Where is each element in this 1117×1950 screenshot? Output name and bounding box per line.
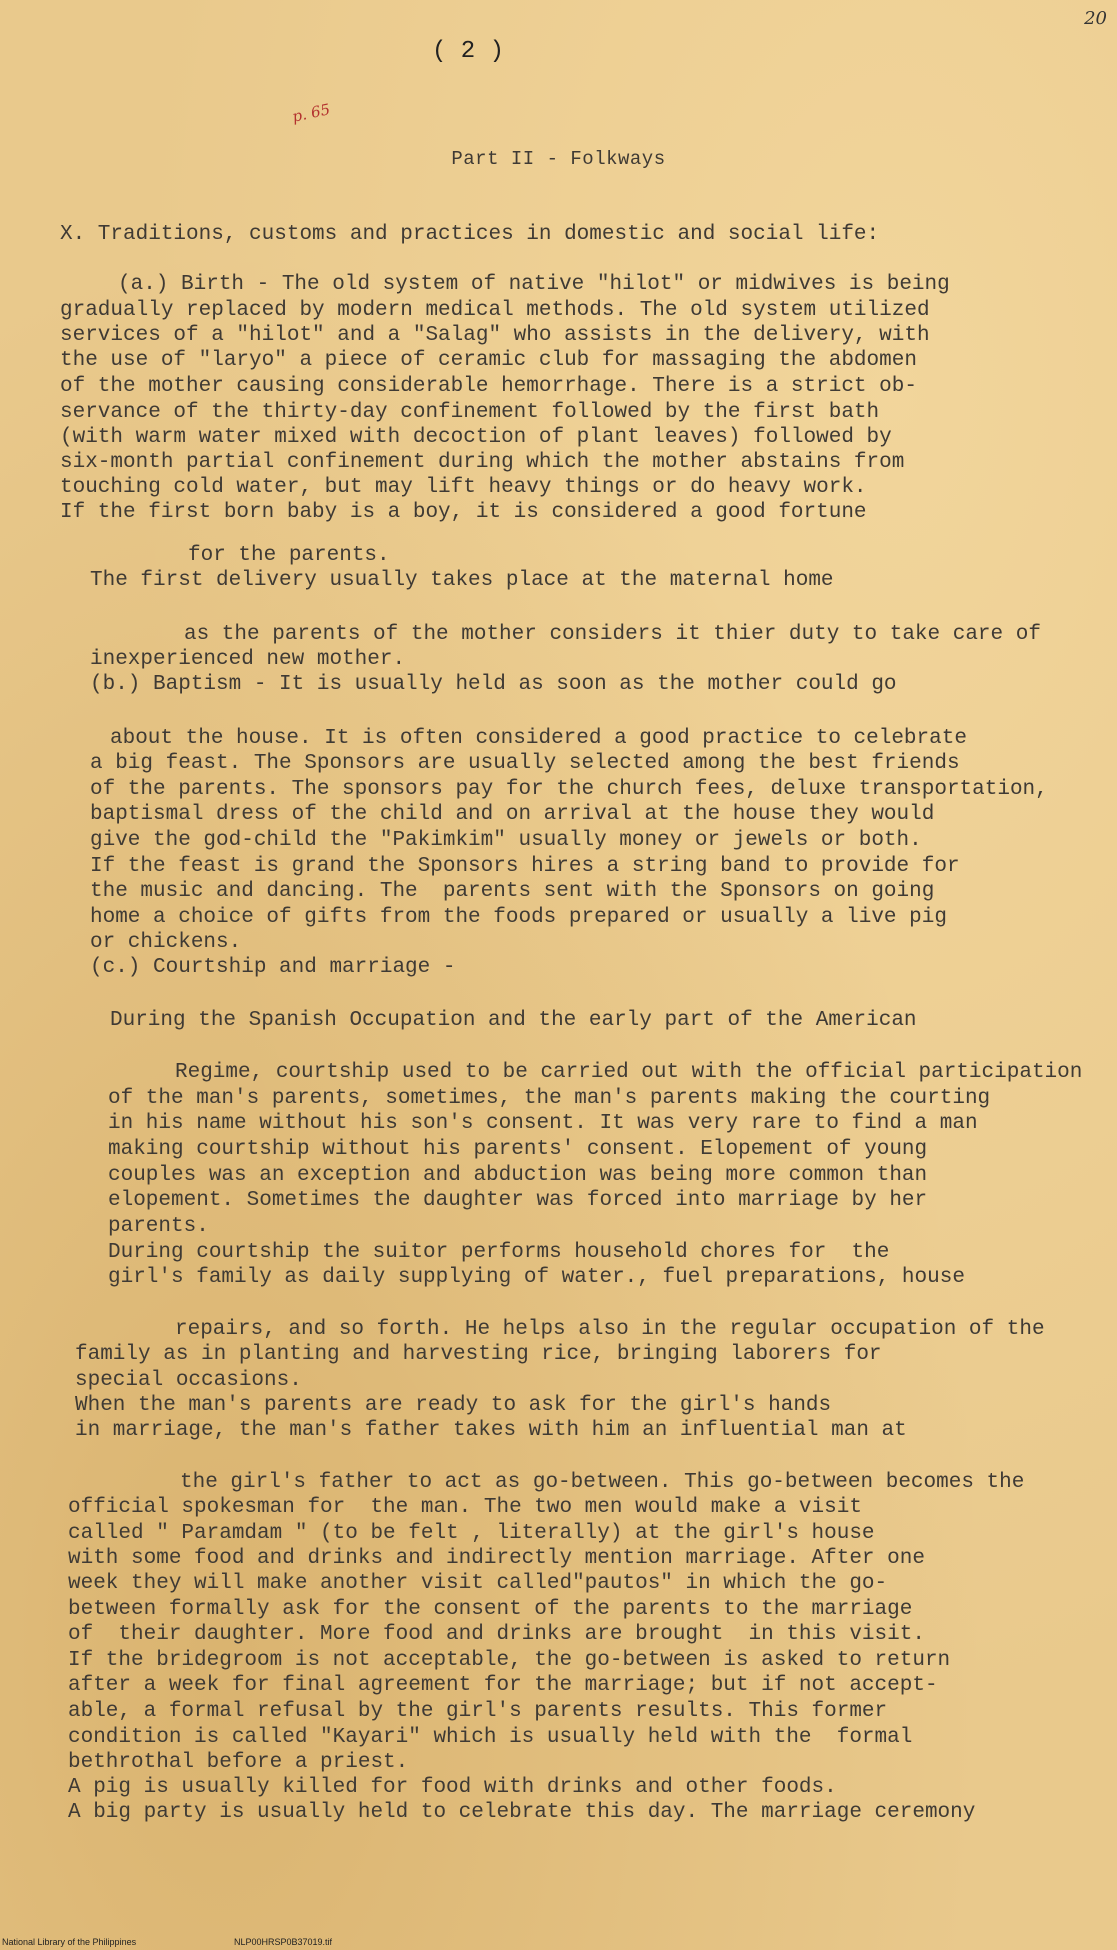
footer-library: National Library of the Philippines (2, 1937, 137, 1947)
text-line: of the man's parents, sometimes, the man's parents making the courting (108, 1087, 991, 1110)
text-line: six-month partial confinement during which the mother abstains from (60, 451, 905, 474)
text-line: the girl's father to act as go-between. This go-between becomes the (180, 1471, 1025, 1494)
text-line: week they will make another visit called"pautos" in which the go- (68, 1572, 888, 1595)
text-line: for the parents. (188, 544, 390, 567)
text-line: inexperienced new mother. (90, 648, 406, 671)
text-line: girl's family as daily supplying of water., fuel preparations, house (108, 1266, 965, 1289)
text-line: servance of the thirty-day confinement followed by the first bath (60, 401, 880, 424)
footer (2, 1937, 1115, 1947)
text-line: or chickens. (90, 931, 242, 954)
text-line: During the Spanish Occupation and the early part of the American (110, 1009, 917, 1032)
text-line: between formally ask for the consent of the parents to the marriage (68, 1598, 913, 1621)
header-mark: ( 2 ) (432, 38, 505, 65)
text-line: give the god-child the "Pakimkim" usually money or jewels or both. (90, 829, 922, 852)
text-line: after a week for final agreement for the marriage; but if not accept- (68, 1674, 938, 1697)
text-line: bethrothal before a priest. (68, 1751, 409, 1774)
text-line: in his name without his son's consent. It was very rare to find a man (108, 1112, 978, 1135)
text-line: home a choice of gifts from the foods prepared or usually a live pig (90, 906, 947, 929)
text-line: (b.) Baptism - It is usually held as soon as the mother could go (90, 673, 897, 696)
text-line: baptismal dress of the child and on arrival at the house they would (90, 803, 935, 826)
text-line: (c.) Courtship and marriage - (90, 956, 456, 979)
text-line: (with warm water mixed with decoction of plant leaves) followed by (60, 426, 892, 449)
text-line: of the mother causing considerable hemorrhage. There is a strict ob- (60, 375, 917, 398)
text-line: (a.) Birth - The old system of native "hilot" or midwives is being (118, 273, 950, 296)
text-line: official spokesman for the man. The two men would make a visit (68, 1496, 862, 1519)
text-line: the music and dancing. The parents sent with the Sponsors on going (90, 880, 935, 903)
text-line: in marriage, the man's father takes with him an influential man at (75, 1419, 907, 1442)
text-line: During courtship the suitor performs household chores for the (108, 1241, 890, 1264)
text-line: The first delivery usually takes place at the maternal home (90, 569, 834, 592)
text-line: about the house. It is often considered a good practice to celebrate (110, 727, 967, 750)
text-line: If the feast is grand the Sponsors hires a string band to provide for (90, 855, 960, 878)
text-line: gradually replaced by modern medical methods. The old system utilized (60, 299, 930, 322)
text-line: Regime, courtship used to be carried out with the official participation (175, 1061, 1083, 1084)
text-line: making courtship without his parents' consent. Elopement of young (108, 1138, 928, 1161)
section-title: Part II - Folkways (451, 148, 666, 170)
text-line: of their daughter. More food and drinks are brought in this visit. (68, 1623, 925, 1646)
page-number: 20 (1084, 8, 1107, 29)
text-line: special occasions. (75, 1369, 302, 1392)
text-line: with some food and drinks and indirectly mention marriage. After one (68, 1547, 925, 1570)
text-line: able, a formal refusal by the girl's parents results. This former (68, 1700, 888, 1723)
text-line: the use of "laryo" a piece of ceramic club for massaging the abdomen (60, 349, 917, 372)
text-line: called " Paramdam " (to be felt , literally) at the girl's house (68, 1522, 875, 1545)
text-line: couples was an exception and abduction was being more common than (108, 1164, 928, 1187)
text-line: A big party is usually held to celebrate this day. The marriage ceremony (68, 1801, 976, 1824)
text-line: elopement. Sometimes the daughter was forced into marriage by her (108, 1189, 928, 1212)
text-line: If the bridegroom is not acceptable, the go-between is asked to return (68, 1649, 951, 1672)
text-line: a big feast. The Sponsors are usually selected among the best friends (90, 752, 960, 775)
footer-file-id: NLP00HRSP0B37019.tif (234, 1937, 333, 1947)
text-line: repairs, and so forth. He helps also in the regular occupation of the (175, 1318, 1045, 1341)
handwritten-annotation: p. 65 (290, 100, 332, 126)
text-line: family as in planting and harvesting rice, bringing laborers for (75, 1343, 882, 1366)
text-line: A pig is usually killed for food with drinks and other foods. (68, 1776, 837, 1799)
text-line: X. Traditions, customs and practices in domestic and social life: (60, 223, 880, 246)
text-line: parents. (108, 1215, 209, 1238)
text-line: If the first born baby is a boy, it is considered a good fortune (60, 501, 867, 524)
text-line: services of a "hilot" and a "Salag" who assists in the delivery, with (60, 324, 930, 347)
text-line: as the parents of the mother considers it thier duty to take care of (184, 623, 1041, 646)
text-line: touching cold water, but may lift heavy things or do heavy work. (60, 476, 867, 499)
text-line: condition is called "Kayari" which is usually held with the formal (68, 1726, 913, 1749)
text-line: of the parents. The sponsors pay for the church fees, deluxe transportation, (90, 778, 1048, 801)
text-line: When the man's parents are ready to ask for the girl's hands (75, 1394, 832, 1417)
